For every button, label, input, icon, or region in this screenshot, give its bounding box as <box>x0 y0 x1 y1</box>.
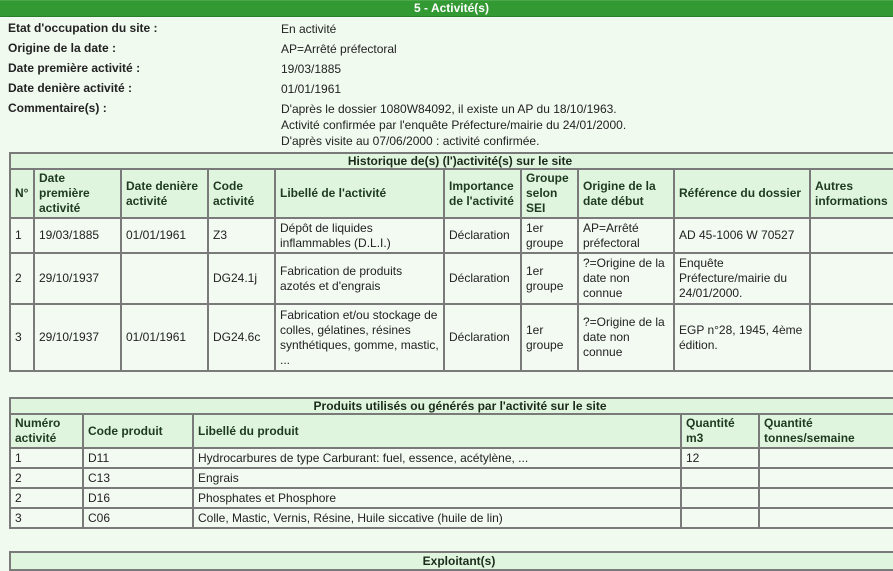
cell-quantite-m3 <box>681 508 759 528</box>
origine-label: Origine de la date : <box>8 41 117 55</box>
col-header-autres: Autres informations <box>810 169 893 218</box>
cell-libelle: Fabrication de produits azotés et d'engrais <box>275 253 444 304</box>
col-header-libelle-produit: Libellé du produit <box>193 414 681 448</box>
col-header-libelle: Libellé de l'activité <box>275 169 444 218</box>
cell-reference: Enquête Préfecture/mairie du 24/01/2000. <box>674 253 810 304</box>
col-header-groupe: Groupe selon SEI <box>521 169 578 218</box>
exploitants-title: Exploitant(s) <box>10 552 893 570</box>
info-row-date-derniere <box>8 79 888 99</box>
cell-num: 1 <box>10 218 34 253</box>
cell-origine: ?=Origine de la date non connue <box>578 304 674 371</box>
commentaire-line: D'après le dossier 1080W84092, il existe un AP du 18/10/1963. <box>281 102 617 116</box>
section-header-activites: 5 - Activité(s) <box>0 0 893 17</box>
col-header-code-produit: Code produit <box>83 414 193 448</box>
col-header-importance: Importance de l'activité <box>444 169 521 218</box>
date-derniere-label: Date denière activité : <box>8 81 133 95</box>
produits-header-row <box>10 414 893 448</box>
produits-title: Produits utilisés ou générés par l'activité sur le site <box>10 398 893 414</box>
cell-date-derniere: 01/01/1961 <box>121 304 208 371</box>
table-row <box>10 304 893 371</box>
cell-code: DG24.1j <box>208 253 275 304</box>
col-header-date-derniere: Date denière activité <box>121 169 208 218</box>
cell-groupe: 1er groupe <box>521 253 578 304</box>
table-row <box>10 448 893 468</box>
cell-groupe: 1er groupe <box>521 218 578 253</box>
cell-libelle-produit: Engrais <box>193 468 681 488</box>
cell-date-premiere: 19/03/1885 <box>34 218 121 253</box>
cell-date-derniere: 01/01/1961 <box>121 218 208 253</box>
cell-origine: AP=Arrêté préfectoral <box>578 218 674 253</box>
cell-numero: 2 <box>10 488 83 508</box>
cell-date-premiere: 29/10/1937 <box>34 304 121 371</box>
cell-autres <box>810 218 893 253</box>
info-row-etat <box>8 19 888 39</box>
cell-importance: Déclaration <box>444 253 521 304</box>
cell-autres <box>810 304 893 371</box>
origine-value: AP=Arrêté préfectoral <box>281 42 397 56</box>
cell-groupe: 1er groupe <box>521 304 578 371</box>
produits-table <box>9 397 893 529</box>
historique-header-row <box>10 169 893 218</box>
cell-date-derniere <box>121 253 208 304</box>
cell-autres <box>810 253 893 304</box>
col-header-numero-activite: Numéro activité <box>10 414 83 448</box>
cell-libelle: Dépôt de liquides inflammables (D.L.I.) <box>275 218 444 253</box>
cell-quantite-tonnes <box>759 448 893 468</box>
date-premiere-label: Date première activité : <box>8 61 141 75</box>
cell-importance: Déclaration <box>444 218 521 253</box>
cell-quantite-m3 <box>681 488 759 508</box>
commentaire-line: D'après visite au 07/06/2000 : activité confirmée. <box>281 134 540 148</box>
cell-code: Z3 <box>208 218 275 253</box>
cell-date-premiere: 29/10/1937 <box>34 253 121 304</box>
table-row <box>10 508 893 528</box>
date-premiere-value: 19/03/1885 <box>281 62 342 76</box>
activity-summary <box>8 19 888 149</box>
cell-code: DG24.6c <box>208 304 275 371</box>
cell-code-produit: D16 <box>83 488 193 508</box>
cell-num: 2 <box>10 253 34 304</box>
cell-numero: 1 <box>10 448 83 468</box>
commentaire-value <box>281 101 626 149</box>
cell-code-produit: C06 <box>83 508 193 528</box>
col-header-code: Code activité <box>208 169 275 218</box>
col-header-quantite-tonnes: Quantité tonnes/semaine <box>759 414 893 448</box>
cell-reference: EGP n°28, 1945, 4ème édition. <box>674 304 810 371</box>
col-header-origine: Origine de la date début <box>578 169 674 218</box>
commentaire-label: Commentaire(s) : <box>8 101 107 115</box>
info-row-commentaires <box>8 99 888 149</box>
cell-quantite-tonnes <box>759 488 893 508</box>
cell-quantite-m3: 12 <box>681 448 759 468</box>
table-row <box>10 488 893 508</box>
cell-libelle: Fabrication et/ou stockage de colles, gélatines, résines synthétiques, gomme, mastic, ... <box>275 304 444 371</box>
historique-title: Historique de(s) (l')activité(s) sur le site <box>10 153 893 169</box>
etat-value: En activité <box>281 22 337 36</box>
col-header-quantite-m3: Quantité m3 <box>681 414 759 448</box>
cell-importance: Déclaration <box>444 304 521 371</box>
cell-code-produit: C13 <box>83 468 193 488</box>
info-row-date-premiere <box>8 59 888 79</box>
cell-quantite-m3 <box>681 468 759 488</box>
exploitants-table <box>9 551 893 571</box>
cell-num: 3 <box>10 304 34 371</box>
date-derniere-value: 01/01/1961 <box>281 82 342 96</box>
table-row <box>10 253 893 304</box>
historique-table <box>9 152 893 372</box>
col-header-num: N° <box>10 169 34 218</box>
table-row <box>10 468 893 488</box>
cell-reference: AD 45-1006 W 70527 <box>674 218 810 253</box>
cell-quantite-tonnes <box>759 468 893 488</box>
cell-numero: 2 <box>10 468 83 488</box>
cell-code-produit: D11 <box>83 448 193 468</box>
col-header-reference: Référence du dossier <box>674 169 810 218</box>
col-header-date-premiere: Date première activité <box>34 169 121 218</box>
commentaire-line: Activité confirmée par l'enquête Préfecture/mairie du 24/01/2000. <box>281 118 627 132</box>
cell-libelle-produit: Phosphates et Phosphore <box>193 488 681 508</box>
table-row <box>10 218 893 253</box>
cell-libelle-produit: Colle, Mastic, Vernis, Résine, Huile siccative (huile de lin) <box>193 508 681 528</box>
cell-libelle-produit: Hydrocarbures de type Carburant: fuel, essence, acétylène, ... <box>193 448 681 468</box>
cell-numero: 3 <box>10 508 83 528</box>
info-row-origine <box>8 39 888 59</box>
etat-label: Etat d'occupation du site : <box>8 21 158 35</box>
cell-origine: ?=Origine de la date non connue <box>578 253 674 304</box>
cell-quantite-tonnes <box>759 508 893 528</box>
